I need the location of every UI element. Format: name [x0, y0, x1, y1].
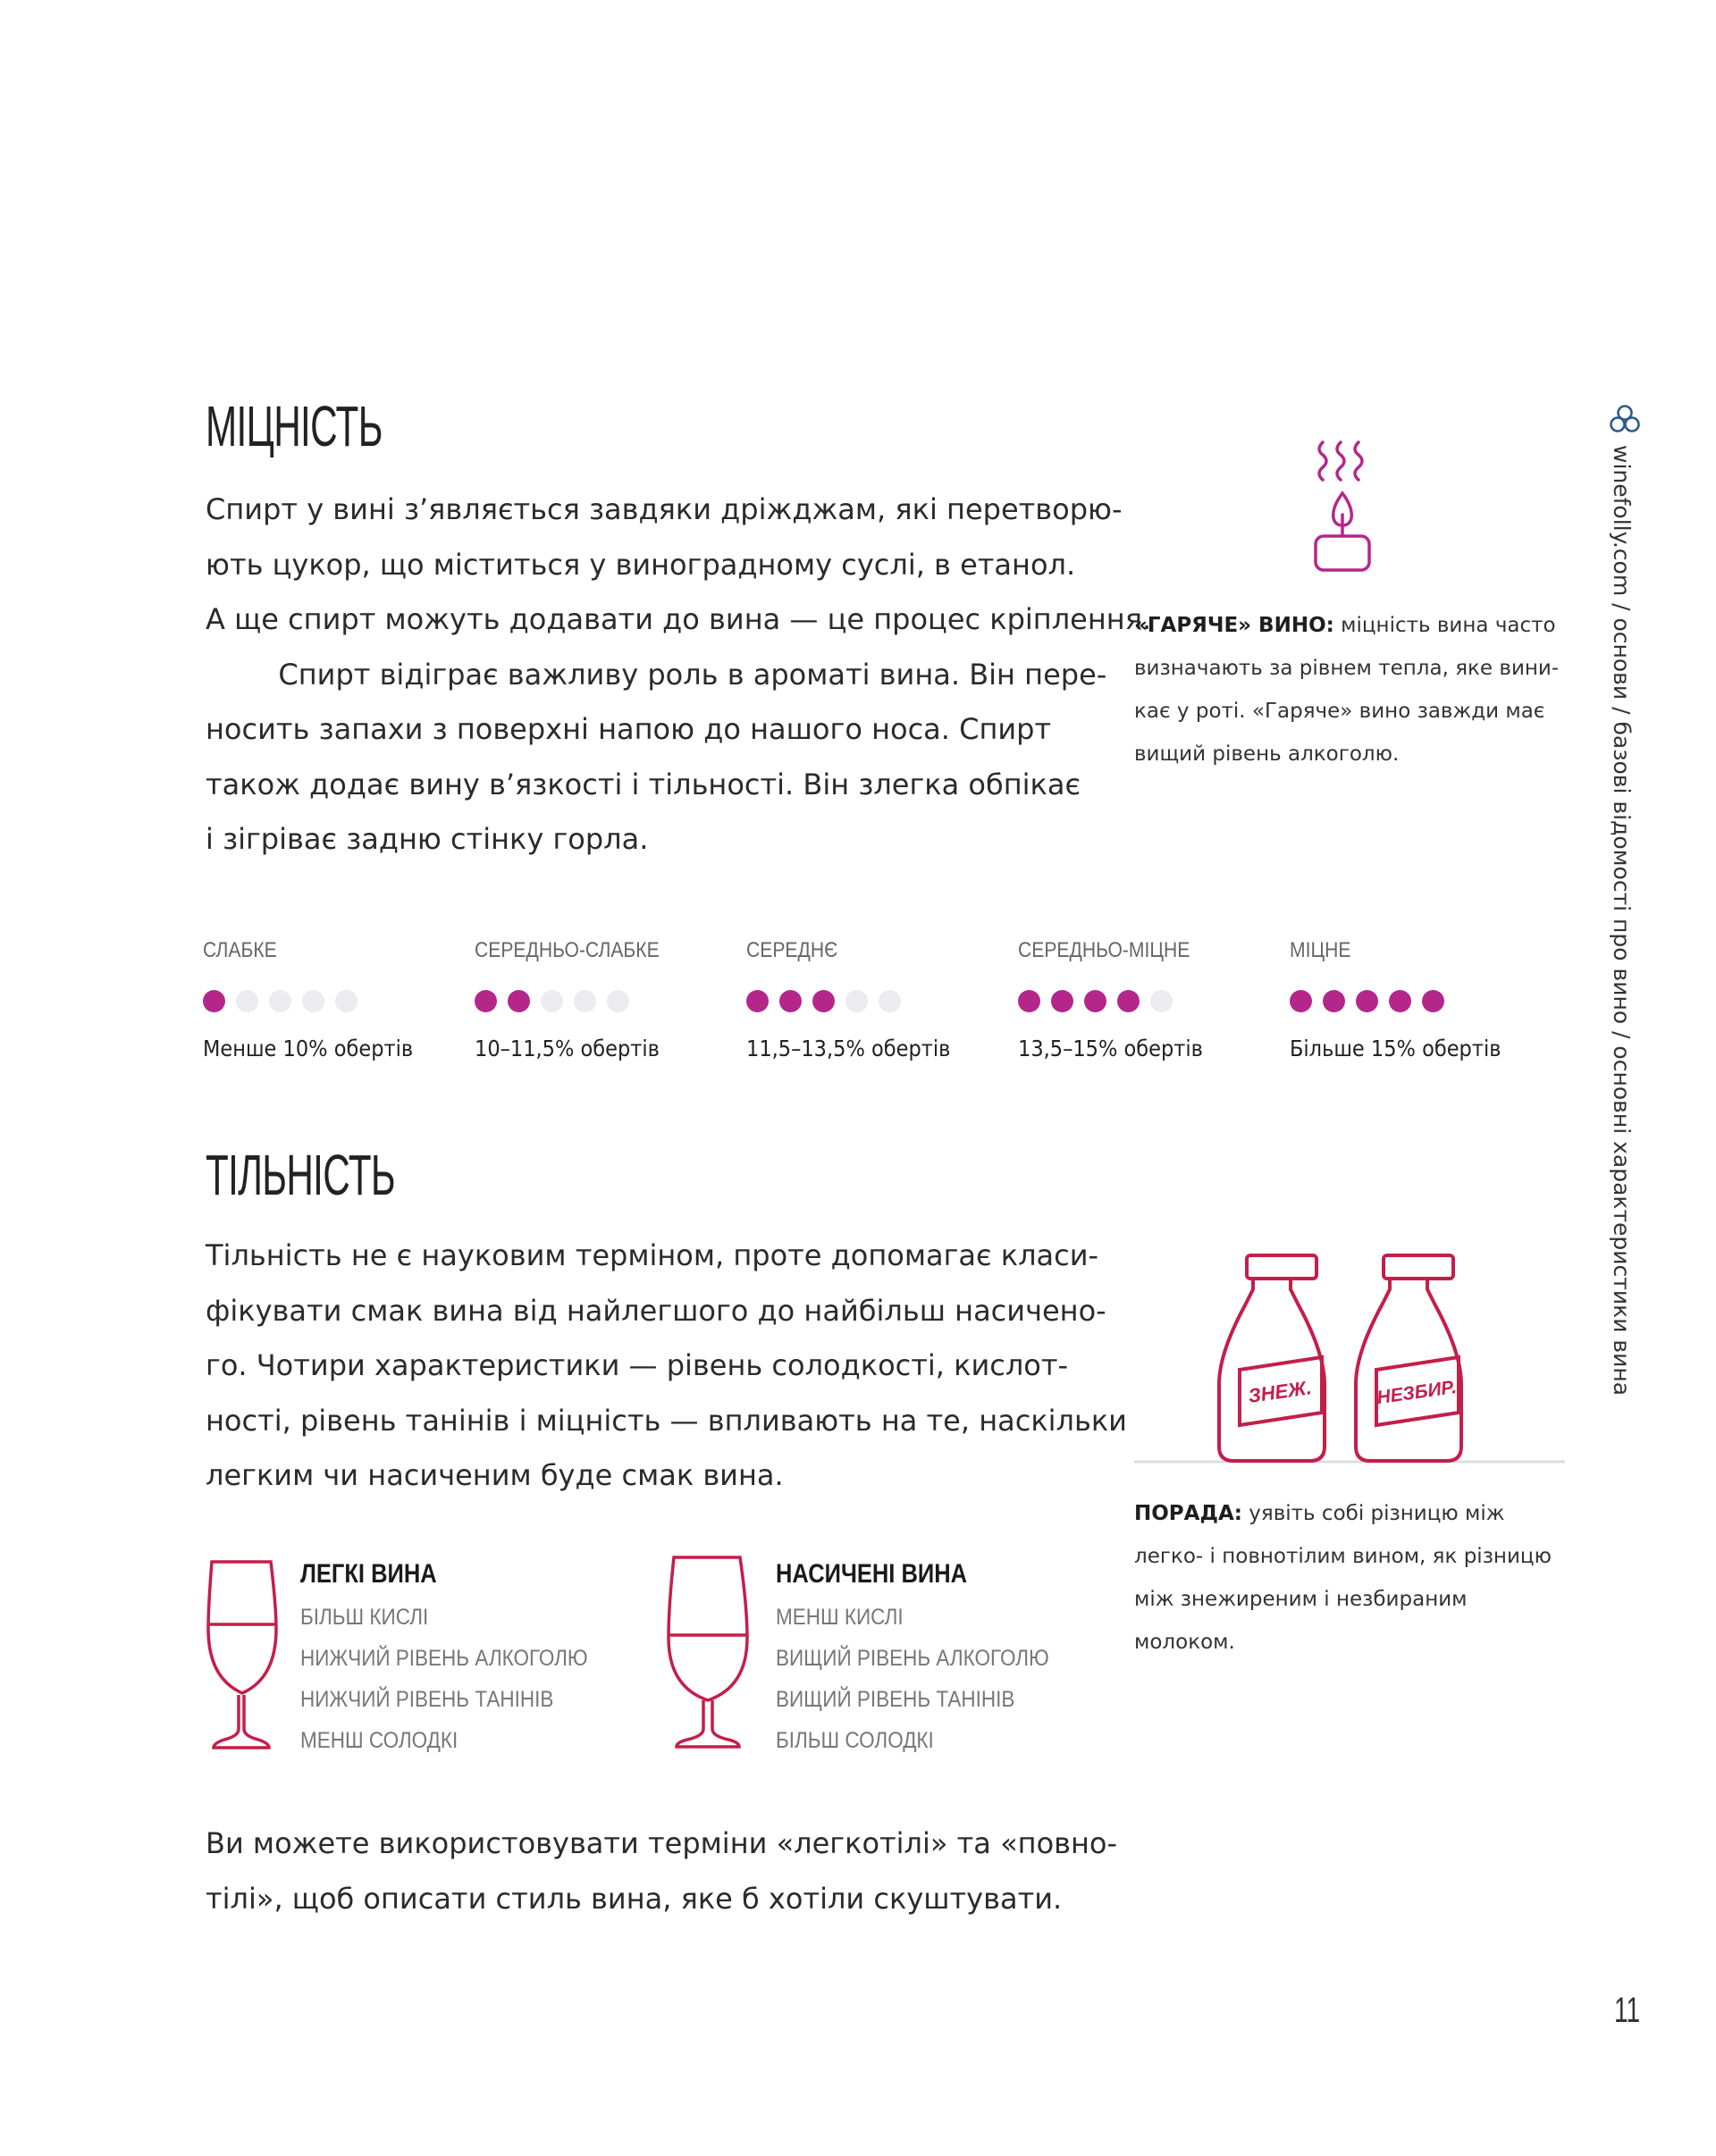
level-dots	[1290, 990, 1540, 1012]
empty-dot-icon	[269, 990, 291, 1012]
paragraph-line: легким чи насиченим буде смак вина.	[206, 1458, 784, 1492]
note-line: міцність вина часто	[1333, 614, 1556, 637]
paragraph-line: А ще спирт можуть додавати до вина — це процес кріплення.	[206, 602, 1152, 636]
empty-dot-icon	[541, 990, 563, 1012]
filled-dot-icon	[1084, 990, 1106, 1012]
note-line: визначають за рівнем тепла, яке вини-	[1134, 657, 1560, 680]
hot-wine-note	[1134, 604, 1559, 776]
note-label: «ГАРЯЧЕ» ВИНО:	[1134, 614, 1334, 637]
level-dots	[203, 990, 475, 1012]
closing-paragraph	[206, 1816, 1117, 1926]
filled-dot-icon	[1018, 990, 1040, 1012]
list-item: ВИЩИЙ РІВЕНЬ АЛКОГОЛЮ	[776, 1646, 1049, 1671]
strength-level	[203, 938, 475, 1061]
milk-bottles-illustration	[1131, 1246, 1569, 1470]
full-wine-glass-icon	[661, 1550, 755, 1751]
filled-dot-icon	[508, 990, 530, 1012]
list-item: МЕНШ КИСЛІ	[776, 1605, 904, 1630]
filled-dot-icon	[1422, 990, 1444, 1012]
skim-milk-bottle-icon	[1219, 1255, 1325, 1461]
empty-dot-icon	[302, 990, 324, 1012]
level-dots	[746, 990, 1018, 1012]
tip-line: уявіть собі різницю між	[1241, 1502, 1505, 1525]
empty-dot-icon	[574, 990, 596, 1012]
empty-dot-icon	[845, 990, 868, 1012]
full-wines-list	[776, 1559, 1080, 1754]
list-item: БІЛЬШ СОЛОДКІ	[776, 1728, 934, 1753]
filled-dot-icon	[1117, 990, 1140, 1012]
breadcrumb: winefolly.com / основи / базові відомості про вино / основні характеристики вина	[1609, 445, 1635, 1397]
paragraph-line: тілі», щоб описати стиль вина, яке б хотіли скуштувати.	[206, 1881, 1063, 1916]
level-label: МІЦНЕ	[1290, 938, 1351, 962]
strength-level	[1290, 938, 1540, 1061]
level-range: 11,5–13,5% обертів	[746, 1036, 951, 1061]
paragraph-line: ють цукор, що міститься у виноградному суслі, в етанол.	[206, 547, 1076, 582]
tip-label: ПОРАДА:	[1134, 1502, 1242, 1525]
level-range: 10–11,5% обертів	[475, 1036, 660, 1061]
tip-line: легко- і повнотілим вином, як різницю	[1134, 1545, 1552, 1568]
empty-dot-icon	[879, 990, 901, 1012]
level-dots	[1018, 990, 1290, 1012]
winefolly-logo-icon	[1609, 404, 1641, 434]
strength-paragraph	[206, 482, 1151, 868]
body-paragraph	[206, 1229, 1127, 1504]
section-title-body: ТІЛЬНІСТЬ	[206, 1143, 395, 1207]
light-wine-glass-icon	[201, 1555, 286, 1751]
paragraph-line: го. Чотири характеристики — рівень солодкості, кислот-	[206, 1348, 1069, 1382]
filled-dot-icon	[779, 990, 802, 1012]
section-title-strength: МІЦНІСТЬ	[206, 394, 383, 458]
list-item: БІЛЬШ КИСЛІ	[300, 1605, 429, 1630]
tip-note	[1134, 1492, 1552, 1664]
level-dots	[475, 990, 746, 1012]
paragraph-line: Ви можете використовувати терміни «легкотілі» та «повно-	[206, 1826, 1118, 1860]
level-label: СЛАБКЕ	[203, 938, 277, 962]
filled-dot-icon	[475, 990, 497, 1012]
list-title: НАСИЧЕНІ ВИНА	[776, 1559, 968, 1589]
strength-level	[1018, 938, 1290, 1061]
level-range: Більше 15% обертів	[1290, 1036, 1502, 1061]
filled-dot-icon	[1356, 990, 1378, 1012]
tip-line: молоком.	[1134, 1631, 1235, 1654]
level-label: СЕРЕДНЬО-МІЦНЕ	[1018, 938, 1190, 962]
light-wines-list	[300, 1559, 619, 1754]
paragraph-line: Спирт відіграє важливу роль в ароматі вина. Він пере-	[206, 657, 1107, 692]
list-item: НИЖЧИЙ РІВЕНЬ ТАНІНІВ	[300, 1687, 554, 1712]
list-item: МЕНШ СОЛОДКІ	[300, 1728, 458, 1753]
level-label: СЕРЕДНЄ	[746, 938, 838, 962]
empty-dot-icon	[236, 990, 258, 1012]
list-item: ВИЩИЙ РІВЕНЬ ТАНІНІВ	[776, 1687, 1015, 1712]
bottle-label-skim: ЗНЕЖ.	[1246, 1376, 1313, 1407]
note-line: кає у роті. «Гаряче» вино завжди має	[1134, 700, 1545, 723]
empty-dot-icon	[335, 990, 358, 1012]
paragraph-line: Спирт у вині з’являється завдяки дріжджам, які перетворю-	[206, 492, 1123, 526]
filled-dot-icon	[203, 990, 225, 1012]
strength-level	[746, 938, 1018, 1061]
filled-dot-icon	[746, 990, 769, 1012]
filled-dot-icon	[1389, 990, 1411, 1012]
paragraph-line: ності, рівень танінів і міцність — впливають на те, наскільки	[206, 1403, 1127, 1438]
level-range: Менше 10% обертів	[203, 1036, 414, 1061]
paragraph-line: носить запахи з поверхні напою до нашого носа. Спирт	[206, 712, 1052, 746]
level-label: СЕРЕДНЬО-СЛАБКЕ	[475, 938, 660, 962]
tip-line: між знежиреним і незбираним	[1134, 1588, 1468, 1611]
bottle-label-whole: НЕЗБИР.	[1375, 1376, 1459, 1409]
candle-heat-icon	[1307, 438, 1387, 581]
filled-dot-icon	[1290, 990, 1312, 1012]
paragraph-line: Тільність не є науковим терміном, проте допомагає класи-	[206, 1238, 1099, 1272]
paragraph-line: також додає вину в’язкості і тільності. Він злегка обпікає	[206, 767, 1081, 801]
strength-level	[475, 938, 746, 1061]
filled-dot-icon	[812, 990, 835, 1012]
whole-milk-bottle-icon	[1356, 1255, 1461, 1461]
filled-dot-icon	[1323, 990, 1345, 1012]
level-range: 13,5–15% обертів	[1018, 1036, 1203, 1061]
list-title: ЛЕГКІ ВИНА	[300, 1559, 437, 1589]
empty-dot-icon	[1150, 990, 1173, 1012]
list-item: НИЖЧИЙ РІВЕНЬ АЛКОГОЛЮ	[300, 1646, 588, 1671]
strength-scale	[203, 938, 1540, 1061]
paragraph-line: і зігріває задню стінку горла.	[206, 822, 649, 856]
empty-dot-icon	[607, 990, 629, 1012]
page-number: 11	[1614, 1991, 1641, 2030]
paragraph-line: фікувати смак вина від найлегшого до найбільш насичено-	[206, 1293, 1106, 1328]
note-line: вищий рівень алкоголю.	[1134, 742, 1400, 766]
filled-dot-icon	[1051, 990, 1073, 1012]
